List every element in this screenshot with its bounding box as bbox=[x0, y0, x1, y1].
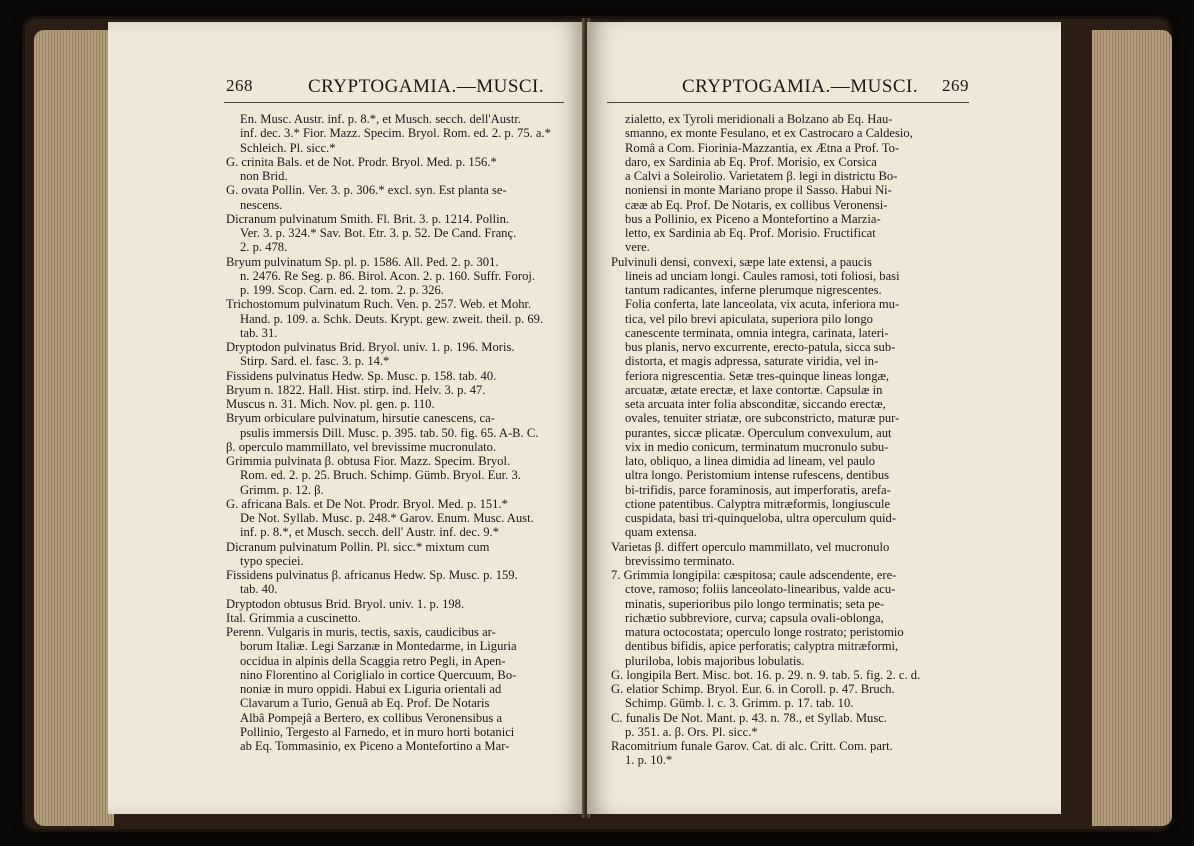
text-line: Muscus n. 31. Mich. Nov. pl. gen. p. 110. bbox=[226, 397, 435, 411]
header-rule bbox=[224, 102, 564, 103]
text-line: ctione patentibus. Calyptra mitræformis, longiuscule bbox=[625, 496, 891, 511]
text-line: lato, obliquo, a linea dimidia ad lineam, vel paulo bbox=[625, 454, 876, 468]
text-line: Albâ Pompejâ a Bertero, ex collibus Veronensibus a bbox=[240, 710, 503, 725]
text-line: tab. 40. bbox=[240, 582, 278, 597]
text-line: Schimp. Gümb. l. c. 3. Grimm. p. 17. tab. 10. bbox=[625, 696, 854, 711]
text-line: ovales, tenuiter striatæ, ore subconstricto, maturæ pur- bbox=[625, 411, 900, 426]
text-line: occidua in alpinis della Scaggia retro Pegli, in Apen- bbox=[240, 653, 506, 668]
text-line: Ver. 3. p. 324.* Sav. Bot. Etr. 3. p. 52. De Cand. Franç. bbox=[240, 226, 517, 240]
text-line: daro, ex Sardinia ab Eq. Prof. Morisio, ex Corsica bbox=[625, 154, 877, 169]
text-line: G. ovata Pollin. Ver. 3. p. 306.* excl. syn. Est planta se- bbox=[226, 183, 507, 198]
text-line: Bryum n. 1822. Hall. Hist. stirp. ind. Helv. 3. p. 47. bbox=[226, 382, 486, 397]
text-line: ctove, ramoso; foliis lanceolato-linearibus, valde acu- bbox=[625, 582, 896, 597]
header-rule bbox=[607, 102, 969, 103]
text-line: G. crinita Bals. et de Not. Prodr. Bryol. Med. p. 156.* bbox=[226, 154, 497, 169]
text-line: noniensi in monte Mariano prope il Sasso. Habui Ni- bbox=[625, 183, 892, 198]
text-line: inf. dec. 3.* Fior. Mazz. Specim. Bryol. Rom. ed. 2. p. 75. a.* bbox=[240, 126, 551, 141]
text-line: Fissidens pulvinatus β. africanus Hedw. Sp. Musc. p. 159. bbox=[226, 568, 518, 582]
text-line: Bryum pulvinatum Sp. pl. p. 1586. All. Ped. 2. p. 301. bbox=[226, 254, 499, 269]
text-line: cææ ab Eq. Prof. De Notaris, ex collibus Veronensi- bbox=[625, 197, 888, 212]
right-page bbox=[587, 22, 1061, 814]
text-line: G. africana Bals. et De Not. Prodr. Bryol. Med. p. 151.* bbox=[226, 496, 508, 511]
text-line: richætio subbreviore, curva; capsula ovali-oblonga, bbox=[625, 610, 884, 625]
text-line: purantes, siccæ plicatæ. Operculum convexulum, aut bbox=[625, 425, 892, 440]
running-title: CRYPTOGAMIA.—MUSCI. bbox=[308, 76, 545, 97]
text-line: 7. Grimmia longipila: cæspitosa; caule adscendente, ere- bbox=[611, 568, 897, 582]
text-line: Hand. p. 109. a. Schk. Deuts. Krypt. gew. zweit. theil. p. 69. bbox=[240, 311, 544, 326]
text-line: Folia conferta, late lanceolata, vix acuta, inferiora mu- bbox=[625, 297, 900, 312]
text-line: matura octocostata; operculo longe rostrato; peristomio bbox=[625, 625, 904, 639]
text-line: 1. p. 10.* bbox=[625, 753, 673, 768]
text-line: Pollinio, Tergesto al Farnedo, et in muro horti botanici bbox=[240, 724, 515, 739]
text-line: inf. p. 8.*, et Musch. secch. dell' Austr. inf. dec. 9.* bbox=[240, 525, 499, 540]
text-line: a Calvi a Soleirolio. Varietatem β. legi in districtu Bo- bbox=[625, 169, 898, 183]
text-line: Grimmia pulvinata β. obtusa Fior. Mazz. Specim. Bryol. bbox=[226, 454, 511, 468]
text-line: tab. 31. bbox=[240, 325, 278, 340]
text-line: G. longipila Bert. Misc. bot. 16. p. 29. n. 9. tab. 5. fig. 2. c. d. bbox=[611, 667, 921, 682]
text-line: Ital. Grimmia a cuscinetto. bbox=[226, 610, 361, 625]
text-line: Grimm. p. 12. β. bbox=[240, 482, 324, 497]
text-line: ultra longo. Peristomium intense rufescens, dentibus bbox=[625, 468, 890, 483]
text-line: nescens. bbox=[240, 197, 283, 212]
page-edges-right bbox=[1092, 30, 1172, 826]
text-line: vere. bbox=[625, 240, 650, 255]
text-line: Perenn. Vulgaris in muris, tectis, saxis, caudicibus ar- bbox=[226, 625, 496, 639]
text-line: smanno, ex monte Fesulano, et ex Castrocaro a Caldesio, bbox=[625, 126, 913, 141]
text-line: Dryptodon obtusus Brid. Bryol. univ. 1. p. 198. bbox=[226, 596, 465, 611]
text-line: Dryptodon pulvinatus Brid. Bryol. univ. 1. p. 196. Moris. bbox=[226, 340, 515, 354]
text-line: bi-trifidis, parce foraminosis, aut imperforatis, arefa- bbox=[625, 482, 891, 497]
text-line: p. 351. a. β. Ors. Pl. sicc.* bbox=[625, 724, 758, 739]
text-line: arcuatæ, ætate erectæ, et laxe contortæ. Capsulæ in bbox=[625, 382, 883, 397]
text-line: ab Eq. Tommasinio, ex Piceno a Montefortino a Mar- bbox=[240, 739, 510, 753]
text-line: noniæ in muro oppidi. Habui ex Liguria orientali ad bbox=[240, 682, 502, 696]
right-text-column bbox=[611, 112, 959, 768]
text-line: Stirp. Sard. el. fasc. 3. p. 14.* bbox=[240, 354, 390, 369]
page-number: 268 bbox=[226, 76, 253, 95]
text-line: Dicranum pulvinatum Pollin. Pl. sicc.* mixtum cum bbox=[226, 539, 490, 554]
left-text-column bbox=[226, 112, 566, 753]
text-line: Româ a Com. Fiorinia-Mazzantia, ex Ætna a Prof. To- bbox=[625, 140, 900, 155]
text-line: canescente terminata, omnia integra, carinata, lateri- bbox=[625, 325, 889, 340]
text-line: brevissimo terminato. bbox=[625, 553, 735, 568]
text-line: Dicranum pulvinatum Smith. Fl. Brit. 3. p. 1214. Pollin. bbox=[226, 211, 510, 226]
text-line: seta arcuata inter folia absconditæ, siccando erectæ, bbox=[625, 397, 886, 411]
text-line: Fissidens pulvinatus Hedw. Sp. Musc. p. 158. tab. 40. bbox=[226, 368, 497, 383]
text-line: cuspidata, basi tri-quinqueloba, ultra operculum quid- bbox=[625, 511, 897, 525]
text-line: non Brid. bbox=[240, 169, 288, 183]
text-line: letto, ex Sardinia ab Eq. Prof. Morisio. Fructificat bbox=[625, 226, 876, 240]
text-line: tantum radicantes, inferne plerumque nigrescentes. bbox=[625, 283, 882, 297]
text-line: bus a Pollinio, ex Piceno a Montefortino a Marzia- bbox=[625, 211, 881, 226]
text-line: Varietas β. differt operculo mammillato, vel mucronulo bbox=[611, 539, 890, 554]
text-line: bus planis, nervo excurrente, erecto-patula, sicca sub- bbox=[625, 340, 896, 354]
text-line: Schleich. Pl. sicc.* bbox=[240, 140, 336, 155]
text-line: De Not. Syllab. Musc. p. 248.* Garov. Enum. Musc. Aust. bbox=[240, 511, 534, 525]
text-line: nino Florentino al Coriglialo in cortice Quercuum, Bo- bbox=[240, 667, 517, 682]
text-line: n. 2476. Re Seg. p. 86. Birol. Acon. 2. p. 160. Suffr. Foroj. bbox=[240, 268, 536, 283]
text-line: feriora nigrescentia. Setæ tres-quinque lineas longæ, bbox=[625, 368, 890, 383]
text-line: borum Italiæ. Legi Sarzanæ in Montedarme, in Liguria bbox=[240, 639, 517, 654]
page-edges-left bbox=[34, 30, 114, 826]
text-line: zialetto, ex Tyroli meridionali a Bolzano ab Eq. Hau- bbox=[625, 112, 893, 126]
text-line: Rom. ed. 2. p. 25. Bruch. Schimp. Gümb. Bryol. Eur. 3. bbox=[240, 468, 521, 483]
text-line: psulis immersis Dill. Musc. p. 395. tab. 50. fig. 65. A-B. C. bbox=[240, 425, 539, 440]
running-title: CRYPTOGAMIA.—MUSCI. bbox=[682, 76, 919, 97]
text-line: β. operculo mammillato, vel brevissime mucronulato. bbox=[226, 439, 497, 454]
text-line: pluriloba, lobis majoribus lobulatis. bbox=[625, 653, 805, 668]
text-line: C. funalis De Not. Mant. p. 43. n. 78., et Syllab. Musc. bbox=[611, 710, 887, 725]
text-line: Bryum orbiculare pulvinatum, hirsutie canescens, ca- bbox=[226, 411, 495, 426]
text-line: G. elatior Schimp. Bryol. Eur. 6. in Coroll. p. 47. Bruch. bbox=[611, 682, 895, 696]
text-line: 2. p. 478. bbox=[240, 240, 288, 255]
text-line: lineis ad unciam longi. Caules ramosi, toti foliosi, basi bbox=[625, 268, 900, 283]
text-line: typo speciei. bbox=[240, 553, 304, 568]
text-line: En. Musc. Austr. inf. p. 8.*, et Musch. secch. dell'Austr. bbox=[240, 112, 522, 126]
text-line: Clavarum a Turio, Genuâ ab Eq. Prof. De Notaris bbox=[240, 696, 490, 711]
text-line: Racomitrium funale Garov. Cat. di alc. Critt. Com. part. bbox=[611, 739, 893, 753]
text-line: vix in medio conicum, terminatum mucronulo subu- bbox=[625, 439, 889, 454]
text-line: Pulvinuli densi, convexi, sæpe late extensi, a paucis bbox=[611, 254, 872, 269]
text-line: Trichostomum pulvinatum Ruch. Ven. p. 257. Web. et Mohr. bbox=[226, 297, 532, 312]
text-line: p. 199. Scop. Carn. ed. 2. tom. 2. p. 326. bbox=[240, 283, 444, 297]
left-page bbox=[108, 22, 584, 814]
text-line: distorta, et magis adpressa, saturate viridia, vel in- bbox=[625, 354, 879, 369]
text-line: minatis, superioribus pilo longo terminatis; seta pe- bbox=[625, 596, 885, 611]
right-running-head bbox=[587, 76, 1061, 102]
text-line: dentibus bifidis, apice perforatis; calyptra mitræformi, bbox=[625, 639, 899, 654]
text-line: quam extensa. bbox=[625, 525, 698, 540]
left-running-head bbox=[108, 76, 584, 102]
page-number: 269 bbox=[942, 76, 969, 95]
text-line: tica, vel pilo brevi apiculata, superiora pilo longo bbox=[625, 311, 873, 326]
